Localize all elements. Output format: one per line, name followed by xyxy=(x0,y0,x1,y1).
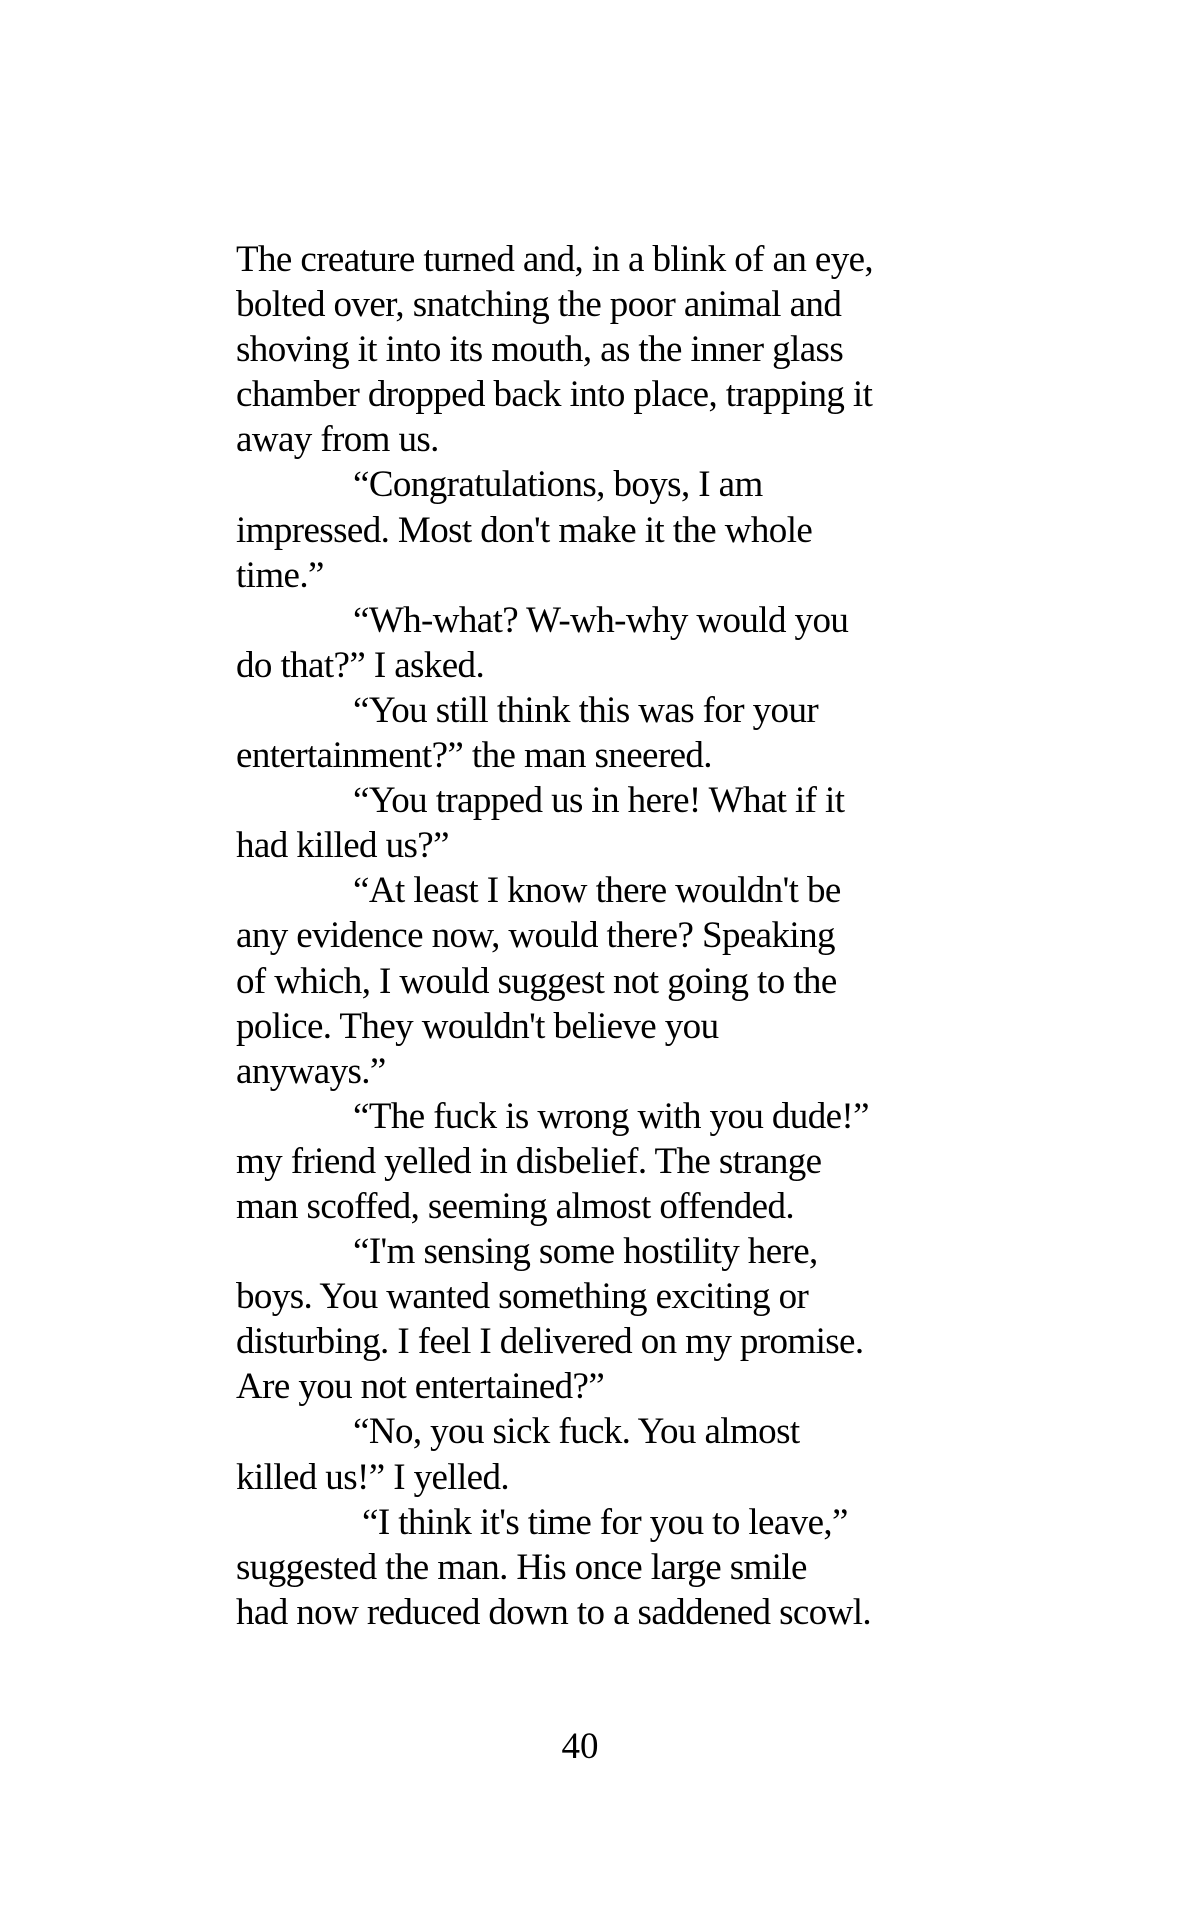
text-line: The creature turned and, in a blink of an eye, xyxy=(236,239,874,280)
text-line: of which, I would suggest not going to the xyxy=(236,960,837,1002)
text-line: “No, you sick fuck. You almost xyxy=(353,1411,800,1453)
text-line: “Congratulations, boys, I am xyxy=(353,464,763,506)
text-line: “You still think this was for your xyxy=(353,689,819,731)
text-line: bolted over, snatching the poor animal and xyxy=(236,284,842,326)
text-line: “You trapped us in here! What if it xyxy=(353,780,845,822)
text-line: entertainment?” the man sneered. xyxy=(236,735,712,777)
text-line: man scoffed, seeming almost offended. xyxy=(236,1185,795,1227)
text-line: any evidence now, would there? Speaking xyxy=(236,915,835,957)
text-line: anyways.” xyxy=(236,1050,386,1092)
page-number: 40 xyxy=(561,1726,599,1767)
text-line: Are you not entertained?” xyxy=(236,1366,605,1408)
text-line: “I'm sensing some hostility here, xyxy=(353,1231,818,1273)
text-line: away from us. xyxy=(236,419,439,461)
text-line: police. They wouldn't believe you xyxy=(236,1005,719,1047)
text-line: “I think it's time for you to leave,” xyxy=(362,1501,848,1543)
text-line: killed us!” I yelled. xyxy=(236,1456,510,1498)
text-line: disturbing. I feel I delivered on my promise. xyxy=(236,1321,864,1363)
text-line: do that?” I asked. xyxy=(236,644,485,686)
text-line: had killed us?” xyxy=(236,825,449,867)
text-line: “The fuck is wrong with you dude!” xyxy=(353,1095,869,1137)
text-line: had now reduced down to a saddened scowl. xyxy=(236,1591,872,1633)
text-line: chamber dropped back into place, trapping it xyxy=(236,374,873,416)
text-line: impressed. Most don't make it the whole xyxy=(236,509,813,551)
text-line: “Wh-what? W-wh-why would you xyxy=(353,599,849,641)
text-line: time.” xyxy=(236,554,324,596)
text-line: “At least I know there wouldn't be xyxy=(353,870,841,912)
body-text xyxy=(236,237,958,1635)
text-line: suggested the man. His once large smile xyxy=(236,1546,807,1588)
text-line: boys. You wanted something exciting or xyxy=(236,1276,809,1318)
text-line: shoving it into its mouth, as the inner glass xyxy=(236,329,844,371)
text-line: my friend yelled in disbelief. The strange xyxy=(236,1140,822,1182)
